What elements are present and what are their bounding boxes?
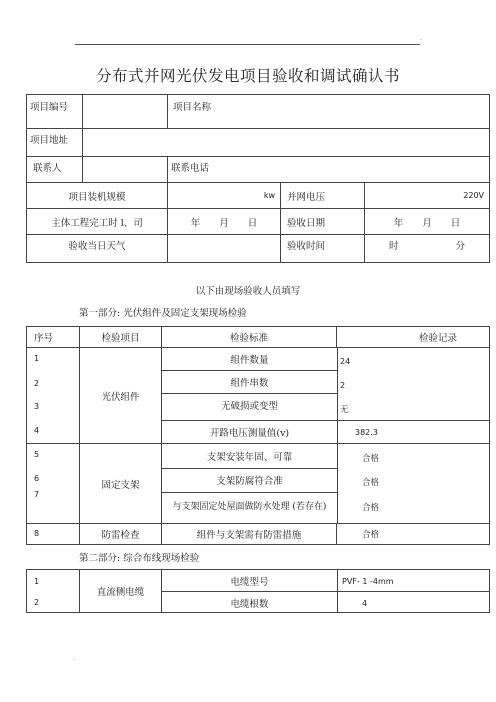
- col-no-header: 序号: [27, 327, 80, 348]
- record-4[interactable]: 382.3: [355, 428, 378, 437]
- contact-label: 联系人: [27, 157, 83, 183]
- contact-phone-label: 联系电话: [168, 157, 490, 183]
- top-dot: .: [420, 35, 422, 42]
- std-3: 无破损或变型: [220, 401, 278, 412]
- part1-table: [26, 326, 490, 545]
- row-no-4: 4: [34, 426, 40, 435]
- project-info-table: [26, 94, 490, 263]
- dc-cable-nums-cell: [27, 570, 80, 613]
- group-pv: 光伏组件: [80, 348, 162, 444]
- record-2[interactable]: 2: [340, 381, 346, 390]
- pv-nums-cell: [27, 348, 80, 444]
- project-no-value[interactable]: [83, 95, 168, 129]
- acceptance-time-value[interactable]: 时 分: [365, 235, 490, 263]
- part2-record-1[interactable]: PVF- 1 -4mm: [342, 577, 394, 586]
- std-2: 组件串数: [230, 378, 269, 389]
- bottom-dot: .: [73, 655, 75, 662]
- part1-heading: 第一部分: 光伏组件及固定支架现场检验: [79, 308, 247, 319]
- weather-value[interactable]: [168, 235, 281, 263]
- install-scale-unit[interactable]: kw: [168, 183, 281, 209]
- install-scale-label: 项目装机规模: [27, 183, 168, 209]
- std-6: 支架防腐符合准: [216, 476, 283, 487]
- pv-std-cell: [162, 348, 490, 444]
- bracket-std-cell: [162, 444, 490, 524]
- part2-row-no-1: 1: [34, 577, 40, 586]
- project-name-label: 项目名称: [168, 95, 490, 129]
- dc-cable-std-cell: [162, 570, 490, 613]
- bracket-nums-cell: [27, 444, 80, 524]
- contact-value[interactable]: [83, 157, 168, 183]
- project-address-value[interactable]: [83, 129, 490, 157]
- col-std-header: 检验标准: [162, 327, 337, 348]
- row-no-5: 5: [34, 450, 40, 459]
- col-item-header: 检验项目: [80, 327, 162, 348]
- row-no-6: 6: [34, 474, 40, 483]
- acceptance-time-label: 验收时间: [281, 235, 365, 263]
- record-5[interactable]: 合格: [362, 454, 380, 464]
- std-4: 开路电压测量值(v): [209, 428, 290, 439]
- project-no-label: 项目编号: [27, 95, 83, 129]
- acceptance-date-value[interactable]: 年 月 日: [365, 209, 490, 235]
- record-7[interactable]: 合格: [362, 503, 380, 513]
- top-rule: [75, 44, 420, 45]
- row-no-2: 2: [34, 379, 40, 388]
- field-note: 以下由现场验收人员填写: [195, 286, 301, 297]
- completion-time-label: 主体工程完工时 l、司: [27, 209, 168, 235]
- record-3[interactable]: 无: [340, 405, 349, 415]
- grid-voltage-value[interactable]: 220V: [365, 183, 490, 209]
- std-1: 组件数量: [230, 355, 269, 366]
- record-1[interactable]: 24: [340, 357, 351, 366]
- page-title: 分布式并网光伏发电项目验收和调试确认书: [95, 67, 400, 85]
- record-8[interactable]: 合格: [337, 524, 490, 545]
- row-no-1: 1: [34, 354, 40, 363]
- project-address-label: 项目地址: [27, 129, 83, 157]
- part2-row-no-2: 2: [34, 598, 40, 607]
- std-5: 支架安装年固、可靠: [206, 452, 293, 463]
- weather-label: 验收当日天气: [27, 235, 168, 263]
- std-7: 与支架固定处屋面做防水处理 (若存在): [172, 502, 327, 512]
- col-record-header: 检验记录: [337, 327, 490, 348]
- record-6[interactable]: 合格: [362, 478, 380, 488]
- part2-table: [26, 569, 490, 613]
- acceptance-date-label: 验收日期: [281, 209, 365, 235]
- row-no-8: 8: [34, 529, 40, 538]
- part2-std-1: 电缆型号: [230, 577, 269, 588]
- group-lightning: 防雷检查: [80, 524, 162, 545]
- part2-heading: 第二部分: 综合布线现场检验: [79, 553, 200, 564]
- std-8: 组件与支架需有防雷措施: [162, 524, 337, 545]
- row-no-7: 7: [34, 490, 40, 499]
- grid-voltage-label: 并网电压: [281, 183, 365, 209]
- part2-std-2: 电缆根数: [230, 599, 269, 610]
- row-no-3: 3: [34, 402, 40, 411]
- group-bracket: 固定支架: [80, 444, 162, 524]
- part2-record-2[interactable]: 4: [362, 599, 368, 608]
- lightning-num-cell: [27, 524, 80, 545]
- group-dc-cable: 直流侧电缆: [80, 570, 162, 613]
- completion-date-value[interactable]: 年 月 日: [168, 209, 281, 235]
